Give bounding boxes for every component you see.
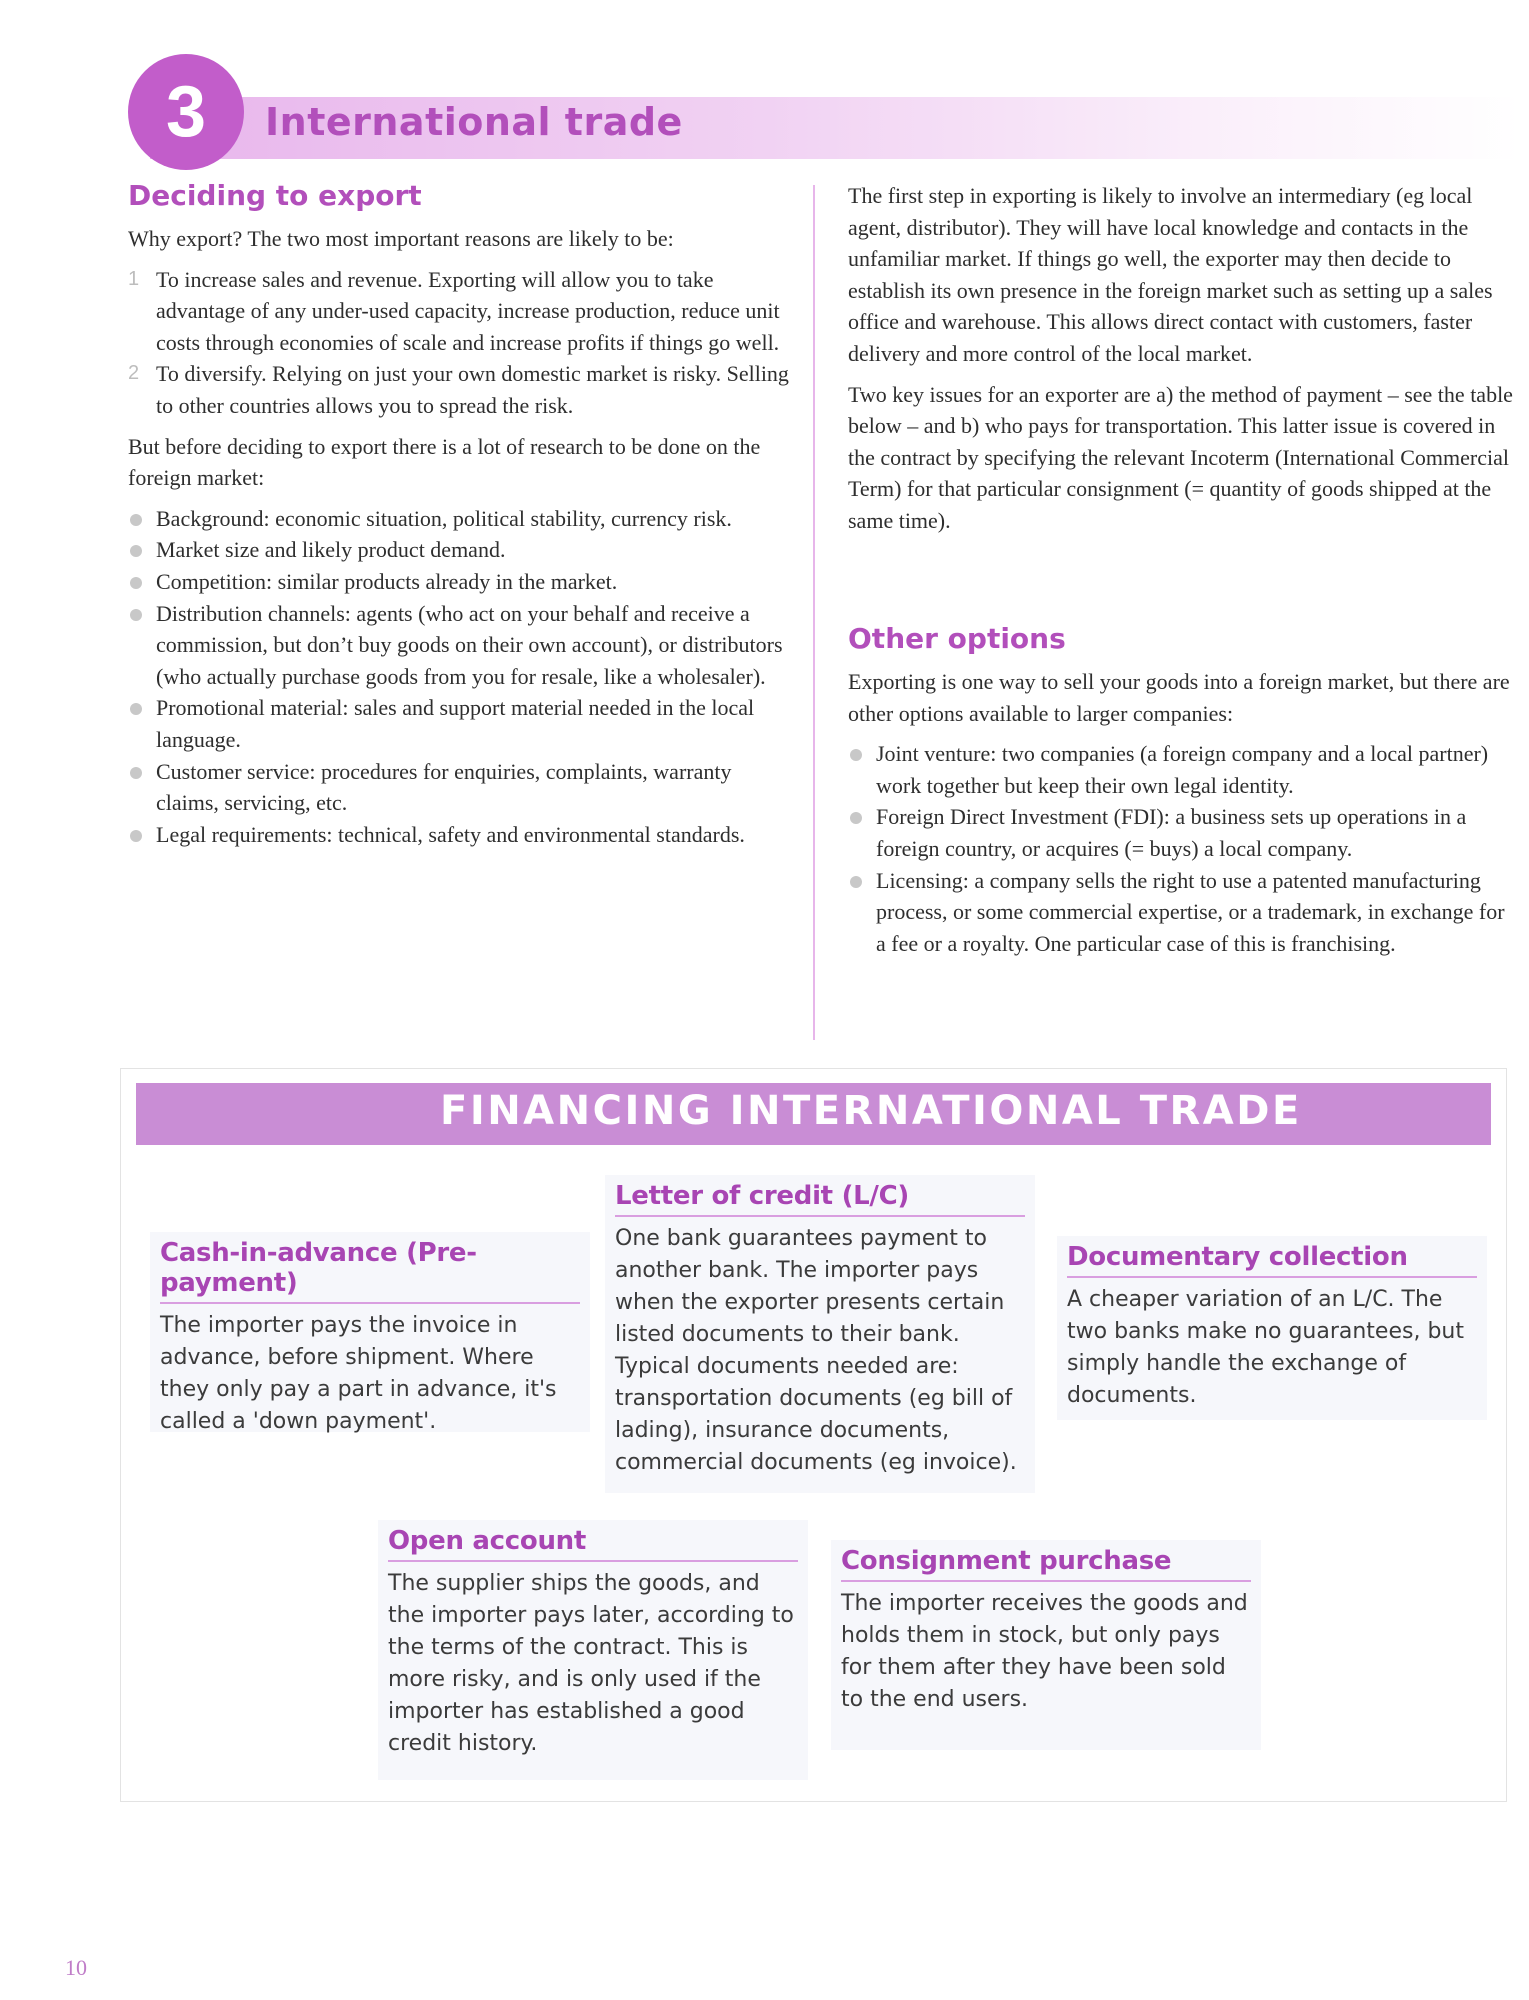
research-item [128, 534, 793, 566]
left-column [128, 223, 793, 859]
option-item [848, 738, 1513, 801]
bullet-icon [850, 749, 862, 761]
section-heading-other-options: Other options [848, 622, 1066, 655]
bullet-icon [130, 609, 142, 621]
bullet-icon [130, 767, 142, 779]
chapter-number-badge: 3 [128, 54, 244, 170]
bullet-icon [130, 514, 142, 526]
card-letter-of-credit [605, 1175, 1035, 1493]
card-title: Documentary collection [1067, 1242, 1477, 1278]
bullet-icon [130, 830, 142, 842]
card-title: Cash-in-advance (Pre-payment) [160, 1238, 580, 1304]
option-item-text: Foreign Direct Investment (FDI): a business sets up operations in a foreign country, or acquires (= buys) a local company. [876, 804, 1467, 861]
other-options-intro: Exporting is one way to sell your goods into a foreign market, but there are other options available to larger companies: [848, 669, 1510, 726]
research-item-text: Market size and likely product demand. [156, 537, 506, 563]
other-options-block [848, 666, 1513, 968]
research-item-text: Distribution channels: agents (who act on your behalf and receive a commission, but don’t buy goods on their own account), or distributors (who actually purchase goods from you for resale, like a wholesaler). [156, 600, 783, 689]
option-item [848, 865, 1513, 960]
research-item [128, 598, 793, 693]
research-item [128, 566, 793, 598]
research-item [128, 756, 793, 819]
reason-item [128, 264, 793, 359]
reason-text: To diversify. Relying on just your own domestic market is risky. Selling to other countries allows you to spread the risk. [156, 361, 789, 418]
option-item-text: Licensing: a company sells the right to use a patented manufacturing process, or some commercial expertise, or a trademark, in exchange for a fee or a royalty. One particular case of this is franchising. [876, 867, 1505, 956]
bullet-icon [850, 812, 862, 824]
reason-text: To increase sales and revenue. Exporting will allow you to take advantage of any under-used capacity, increase production, reduce unit costs through economies of scale and increase profits if things go well. [156, 266, 780, 355]
card-text: One bank guarantees payment to another bank. The importer pays when the exporter presents certain listed documents to their bank. Typical documents needed are: transportation documents (eg bill of lading), insurance documents, commercial documents (eg invoice). [615, 1226, 1017, 1475]
option-item-text: Joint venture: two companies (a foreign company and a local partner) work together but keep their own legal identity. [876, 741, 1489, 798]
reason-item [128, 358, 793, 421]
research-item-text: Legal requirements: technical, safety and environmental standards. [156, 821, 745, 847]
card-text: The importer pays the invoice in advance, before shipment. Where they only pay a part in advance, it's called a 'down payment'. [160, 1313, 557, 1434]
card-text: The importer receives the goods and holds them in stock, but only pays for them after they have been sold to the end users. [841, 1591, 1248, 1712]
section-heading-deciding-to-export: Deciding to export [128, 179, 422, 212]
right-column [848, 180, 1513, 546]
card-cash-in-advance [150, 1232, 590, 1432]
card-documentary-collection [1057, 1236, 1487, 1420]
bullet-icon [130, 545, 142, 557]
research-intro: But before deciding to export there is a lot of research to be done on the foreign market: [128, 433, 761, 491]
bullet-icon [850, 876, 862, 888]
card-title: Consignment purchase [841, 1546, 1251, 1582]
reason-number: 2 [128, 362, 140, 385]
research-list [128, 503, 793, 851]
research-item [128, 503, 793, 535]
bullet-icon [130, 703, 142, 715]
research-item-text: Background: economic situation, political stability, currency risk. [156, 505, 732, 531]
other-options-list [848, 738, 1513, 959]
research-item [128, 692, 793, 755]
research-item-text: Customer service: procedures for enquiries, complaints, warranty claims, servicing, etc. [156, 758, 732, 816]
intermediary-paragraph: The first step in exporting is likely to involve an intermediary (eg local agent, distributor). They will have local knowledge and contacts in the unfamiliar market. If things go well, the exporter may then decide to establish its own presence in the foreign market such as setting up a sales office and warehouse. This allows direct contact with customers, faster delivery and more control of the local market. [848, 183, 1493, 366]
card-text: The supplier ships the goods, and the importer pays later, according to the terms of the contract. This is more risky, and is only used if the importer has established a good credit history. [388, 1571, 794, 1756]
bullet-icon [130, 577, 142, 589]
card-consignment-purchase [831, 1540, 1261, 1750]
card-title: Letter of credit (L/C) [615, 1181, 1025, 1217]
financing-title: FINANCING INTERNATIONAL TRADE [440, 1088, 1302, 1134]
card-title: Open account [388, 1526, 798, 1562]
reason-number: 1 [128, 267, 140, 290]
card-text: A cheaper variation of an L/C. The two banks make no guarantees, but simply handle the exchange of documents. [1067, 1287, 1464, 1408]
chapter-title: International trade [265, 100, 683, 144]
column-divider [813, 185, 815, 1040]
key-issues-paragraph: Two key issues for an exporter are a) the method of payment – see the table below – and b) who pays for transportation. This latter issue is covered in the contract by specifying the relevant Incoterm (International Commercial Term) for that particular consignment (= quantity of goods shipped at the same time). [848, 381, 1513, 533]
card-open-account [378, 1520, 808, 1780]
research-item-text: Competition: similar products already in the market. [156, 568, 618, 594]
page-number: 10 [65, 1955, 87, 1980]
reasons-list [128, 264, 793, 422]
research-item-text: Promotional material: sales and support material needed in the local language. [156, 695, 755, 752]
export-intro: Why export? The two most important reasons are likely to be: [128, 226, 674, 251]
option-item [848, 801, 1513, 864]
research-item [128, 819, 793, 851]
